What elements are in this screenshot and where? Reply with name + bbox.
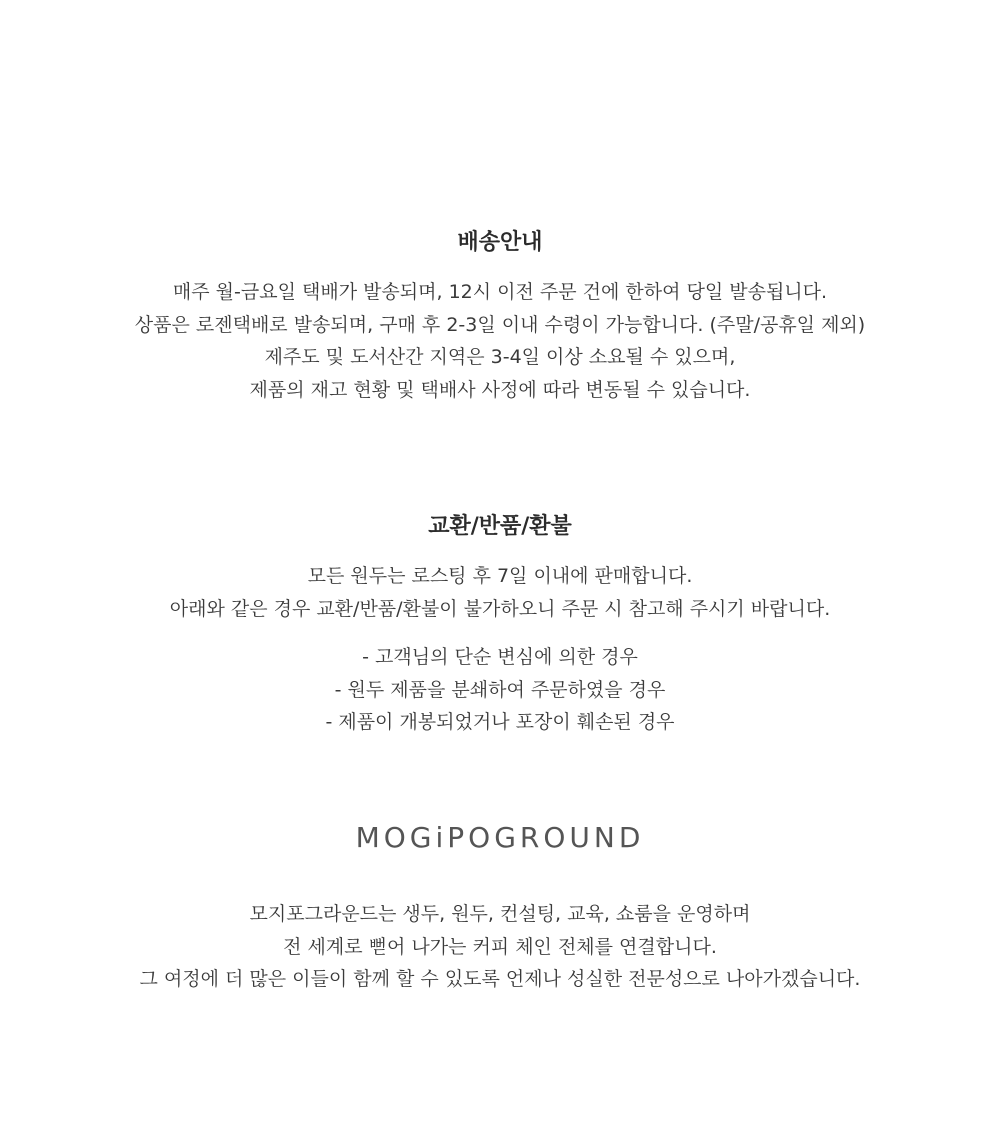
exchange-return-title: 교환/반품/환불	[428, 514, 572, 539]
exchange-return-line: 모든 원두는 로스팅 후 7일 이내에 판매합니다.	[307, 565, 693, 587]
exchange-exclusion-item: - 제품이 개봉되었거나 포장이 훼손된 경우	[325, 711, 675, 733]
brand-section	[0, 822, 1000, 996]
brand-description-line: 모지포그라운드는 생두, 원두, 컨설팅, 교육, 쇼룸을 운영하며	[249, 903, 751, 925]
shipping-info-line: 제품의 재고 현황 및 택배사 사정에 따라 변동될 수 있습니다.	[249, 378, 751, 401]
exchange-exclusion-item: - 원두 제품을 분쇄하여 주문하였을 경우	[334, 678, 666, 701]
exchange-exclusion-item: - 고객님의 단순 변심에 의한 경우	[362, 646, 638, 668]
shipping-info-section	[0, 229, 1000, 406]
brand-logo: MOGiPOGROUND	[355, 821, 645, 854]
exchange-return-section	[0, 513, 1000, 739]
brand-description	[0, 898, 1000, 996]
exchange-return-line: 아래와 같은 경우 교환/반품/환불이 불가하오니 주문 시 참고해 주시기 바랍니다.	[169, 597, 831, 620]
exchange-return-text	[0, 560, 1000, 625]
brand-description-line: 전 세계로 뻗어 나가는 커피 체인 전체를 연결합니다.	[283, 935, 717, 958]
exchange-exclusion-list	[0, 641, 1000, 739]
shipping-info-text	[0, 276, 1000, 406]
shipping-info-line: 상품은 로젠택배로 발송되며, 구매 후 2-3일 이내 수령이 가능합니다. (주말/공휴일 제외)	[134, 313, 866, 336]
shipping-info-title: 배송안내	[457, 230, 543, 255]
shipping-info-line: 매주 월-금요일 택배가 발송되며, 12시 이전 주문 건에 한하여 당일 발송됩니다.	[172, 281, 828, 303]
brand-description-line: 그 여정에 더 많은 이들이 함께 할 수 있도록 언제나 성실한 전문성으로 나아가겠습니다.	[139, 968, 861, 990]
shipping-info-line: 제주도 및 도서산간 지역은 3-4일 이상 소요될 수 있으며,	[264, 346, 736, 368]
